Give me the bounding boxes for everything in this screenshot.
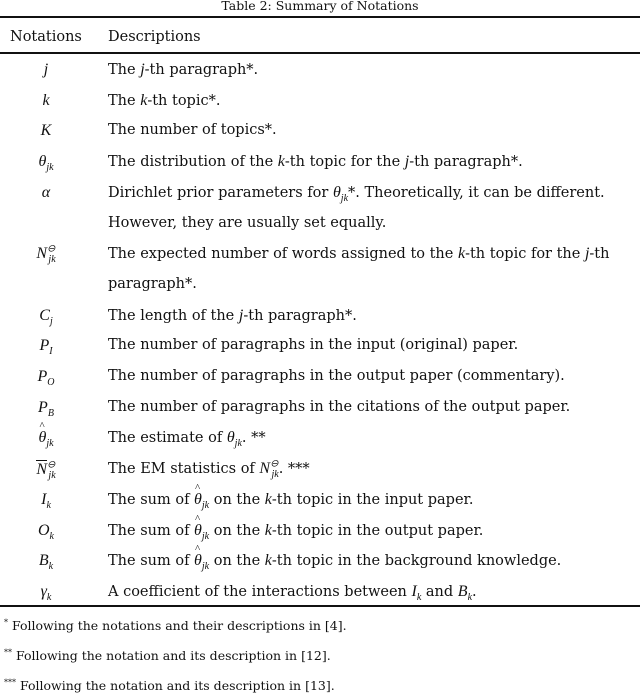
math-symbol: ^ $\theta_{jk}$: [194, 491, 209, 508]
description-cell: The estimate of $\theta_{jk}$. **: [108, 429, 266, 450]
notation-cell: [0, 92, 92, 110]
description-cell: The number of topics*.: [108, 122, 277, 139]
math-symbol: k: [277, 153, 285, 171]
notation-cell: [0, 429, 92, 450]
math-symbol: $N^⊖_{jk}$: [36, 459, 56, 482]
notation-cell: [0, 459, 92, 482]
math-symbol: $\theta_{jk}$: [226, 429, 242, 450]
notation-cell: [0, 153, 92, 174]
math-symbol: j: [43, 61, 49, 78]
table-row: [0, 61, 640, 81]
footnote: *** Following the notation and its description in [13].: [4, 677, 335, 693]
notation-cell: [0, 61, 92, 79]
notation-cell: [0, 582, 92, 604]
notation-cell: [0, 552, 92, 573]
table-row: [0, 368, 640, 388]
footnote: ** Following the notation and its description in [12].: [4, 647, 331, 663]
math-symbol: $\theta_{jk}$: [332, 183, 349, 204]
description-cell: The number of paragraphs in the citations of the output paper.: [108, 398, 571, 415]
notation-cell: [0, 399, 92, 417]
math-symbol: $B_k$: [38, 552, 54, 573]
table-row: [0, 184, 640, 204]
notation-cell: [0, 368, 92, 389]
notation-cell: [0, 184, 92, 202]
math-symbol: α: [41, 183, 51, 201]
notation-cell: [0, 337, 92, 358]
description-cell: The k-th topic*.: [108, 91, 221, 109]
description-cell: The distribution of the k-th topic for the j-th paragraph*.: [108, 153, 523, 171]
description-cell: The length of the j-th paragraph*.: [108, 306, 357, 324]
table-row: [0, 491, 640, 511]
notation-cell: [0, 522, 92, 540]
math-symbol: ^ $\theta_{jk}$: [194, 522, 209, 539]
math-symbol: j: [238, 306, 244, 324]
math-symbol: $O_k$: [37, 521, 54, 542]
table-row: [0, 276, 640, 296]
header-notations: Notations: [10, 29, 82, 45]
description-cell: paragraph*.: [108, 275, 197, 292]
math-symbol: j: [584, 245, 590, 263]
top-rule: [0, 16, 640, 18]
table-row: [0, 92, 640, 112]
table-caption: Table 2: Summary of Notations: [221, 0, 419, 13]
math-symbol: $N^⊖_{jk}$: [36, 243, 56, 266]
description-cell: Dirichlet prior parameters for $\theta_{jk}*$. Theoretically, it can be different.: [108, 183, 605, 204]
table-row: [0, 153, 640, 173]
math-symbol: k: [140, 91, 148, 109]
math-symbol: j: [140, 61, 145, 78]
footnote: * Following the notations and their descriptions in [4].: [4, 617, 347, 633]
notation-cell: [0, 491, 92, 509]
description-cell: The number of paragraphs in the output paper (commentary).: [108, 368, 565, 384]
math-symbol: $B_k$: [457, 582, 473, 604]
table-row: [0, 399, 640, 419]
description-cell: The number of paragraphs in the input (original) paper.: [108, 337, 519, 354]
description-cell: However, they are usually set equally.: [108, 214, 387, 231]
description-cell: The sum of ^ $\theta_{jk}$ on the k-th topic in the background knowledge.: [108, 552, 561, 570]
notation-cell: [0, 122, 92, 140]
table-row: [0, 522, 640, 542]
description-cell: The sum of ^ $\theta_{jk}$ on the k-th topic in the input paper.: [108, 491, 473, 509]
math-symbol: $N^⊖_{jk}$: [259, 458, 279, 481]
table-row: [0, 245, 640, 265]
math-symbol: $P_O$: [37, 368, 55, 389]
table-row: [0, 337, 640, 357]
notation-cell: [0, 307, 92, 325]
table-row: [0, 460, 640, 480]
math-symbol: k: [42, 91, 50, 109]
math-symbol: $P_I$: [39, 337, 53, 358]
table-row: [0, 583, 640, 603]
description-cell: The EM statistics of $N^⊖_{jk}$. ***: [108, 458, 310, 481]
math-symbol: j: [404, 153, 410, 171]
table-row: [0, 552, 640, 572]
table-row: [0, 429, 640, 449]
description-cell: The sum of ^ $\theta_{jk}$ on the k-th topic in the output paper.: [108, 522, 483, 540]
math-symbol: k: [264, 521, 272, 539]
math-symbol: $I_k$: [411, 582, 422, 604]
math-symbol: $\theta_{jk}$: [38, 153, 54, 174]
header-rule: [0, 52, 640, 54]
math-symbol: $I_k$: [41, 490, 51, 511]
bottom-rule: [0, 605, 640, 607]
math-symbol: $C_j$: [39, 306, 53, 327]
notation-cell: [0, 243, 92, 266]
description-cell: The j-th paragraph*.: [108, 61, 259, 78]
header-descriptions: Descriptions: [108, 29, 201, 45]
math-symbol: k: [457, 245, 466, 263]
math-symbol: $\gamma_k$: [40, 582, 52, 604]
description-cell: A coefficient of the interactions between $I_k$ and $B_k$.: [108, 582, 477, 604]
table-row: [0, 215, 640, 235]
math-symbol: ^ $\theta_{jk}$: [194, 552, 209, 569]
math-symbol: ^ $\theta_{jk}$: [38, 429, 53, 446]
table-row: [0, 307, 640, 327]
math-symbol: k: [264, 490, 272, 508]
description-cell: The expected number of words assigned to the k-th topic for the j-th: [108, 245, 610, 263]
table-row: [0, 122, 640, 142]
math-symbol: k: [264, 552, 272, 570]
math-symbol: K: [40, 122, 52, 140]
math-symbol: $P_B$: [38, 398, 54, 419]
